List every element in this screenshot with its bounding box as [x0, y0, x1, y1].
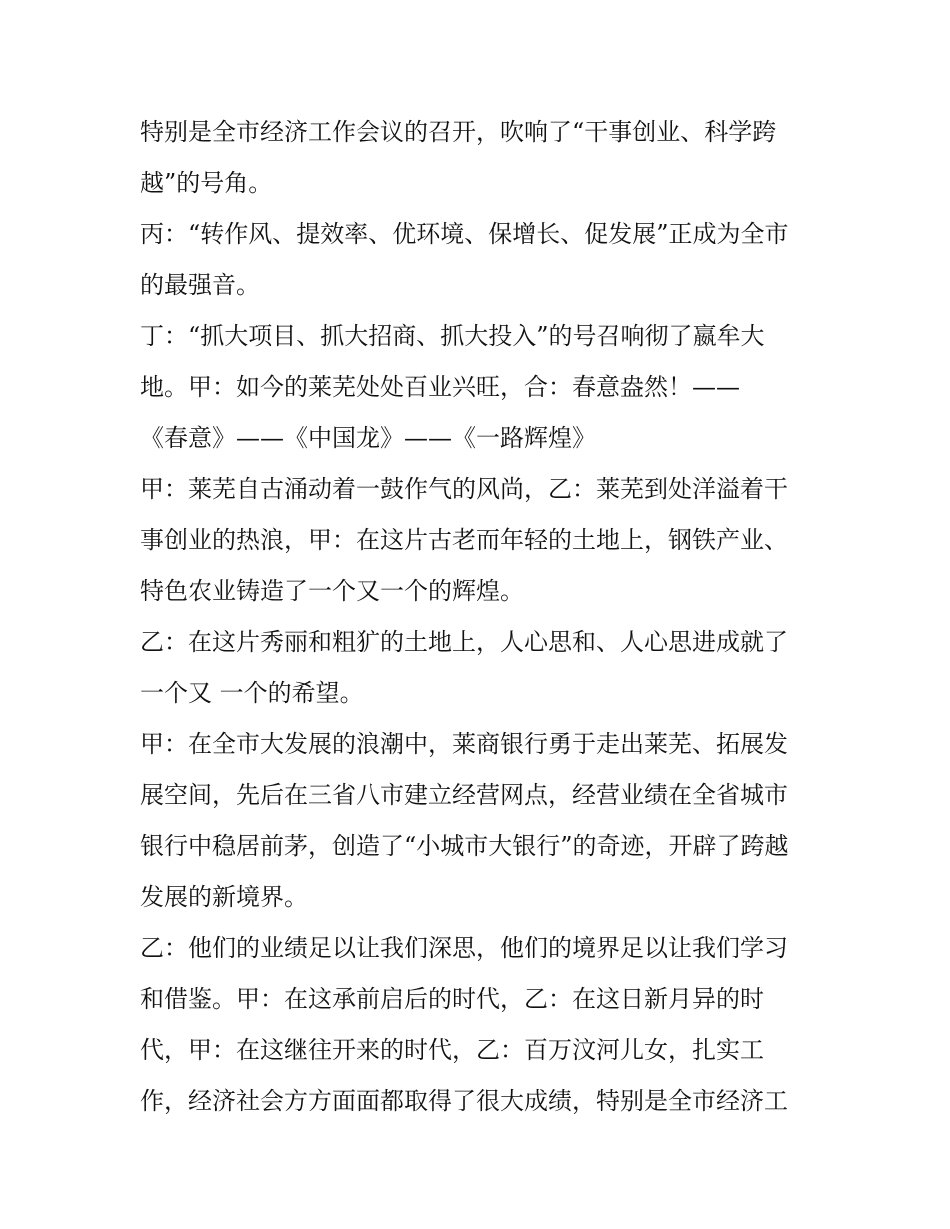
text-line: 作，经济社会方方面面都取得了很大成绩，特别是全市经济工 [140, 1087, 788, 1115]
text-line: 事创业的热浪，甲：在这片古老而年轻的土地上，钢铁产业、 [140, 526, 788, 554]
text-line: 发展的新境界。 [140, 883, 308, 911]
text-line: 特色农业铸造了一个又一个的辉煌。 [140, 577, 524, 605]
text-line: 越”的号角。 [140, 169, 273, 197]
text-line: 特别是全市经济工作会议的召开，吹响了“干事创业、科学跨 [140, 118, 777, 146]
text-line: 一个又 一个的希望。 [140, 679, 364, 707]
text-line: 甲：在全市大发展的浪潮中，莱商银行勇于走出莱芜、拓展发 [140, 730, 788, 758]
text-line: 丙：“转作风、提效率、优环境、保增长、促发展”正成为全市 [140, 220, 789, 248]
text-line: 乙：在这片秀丽和粗犷的土地上，人心思和、人心思进成就了 [140, 628, 788, 656]
text-line: 代，甲：在这继往开来的时代，乙：百万汶河儿女，扎实工 [140, 1036, 764, 1064]
text-line: 丁：“抓大项目、抓大招商、抓大投入”的号召响彻了嬴牟大 [140, 322, 765, 350]
text-line: 和借鉴。甲：在这承前启后的时代，乙：在这日新月异的时 [140, 985, 764, 1013]
text-line: 乙：他们的业绩足以让我们深思，他们的境界足以让我们学习 [140, 934, 788, 962]
text-line: 甲：莱芜自古涌动着一鼓作气的风尚，乙：莱芜到处洋溢着干 [140, 475, 788, 503]
text-line: 银行中稳居前茅，创造了“小城市大银行”的奇迹，开辟了跨越 [140, 832, 789, 860]
document-text [140, 107, 840, 1127]
text-line: 地。甲：如今的莱芜处处百业兴旺，合：春意盎然！—— [140, 373, 740, 401]
text-line: 《春意》——《中国龙》——《一路辉煌》 [140, 424, 596, 452]
text-line: 展空间，先后在三省八市建立经营网点，经营业绩在全省城市 [140, 781, 788, 809]
text-line: 的最强音。 [140, 271, 260, 299]
